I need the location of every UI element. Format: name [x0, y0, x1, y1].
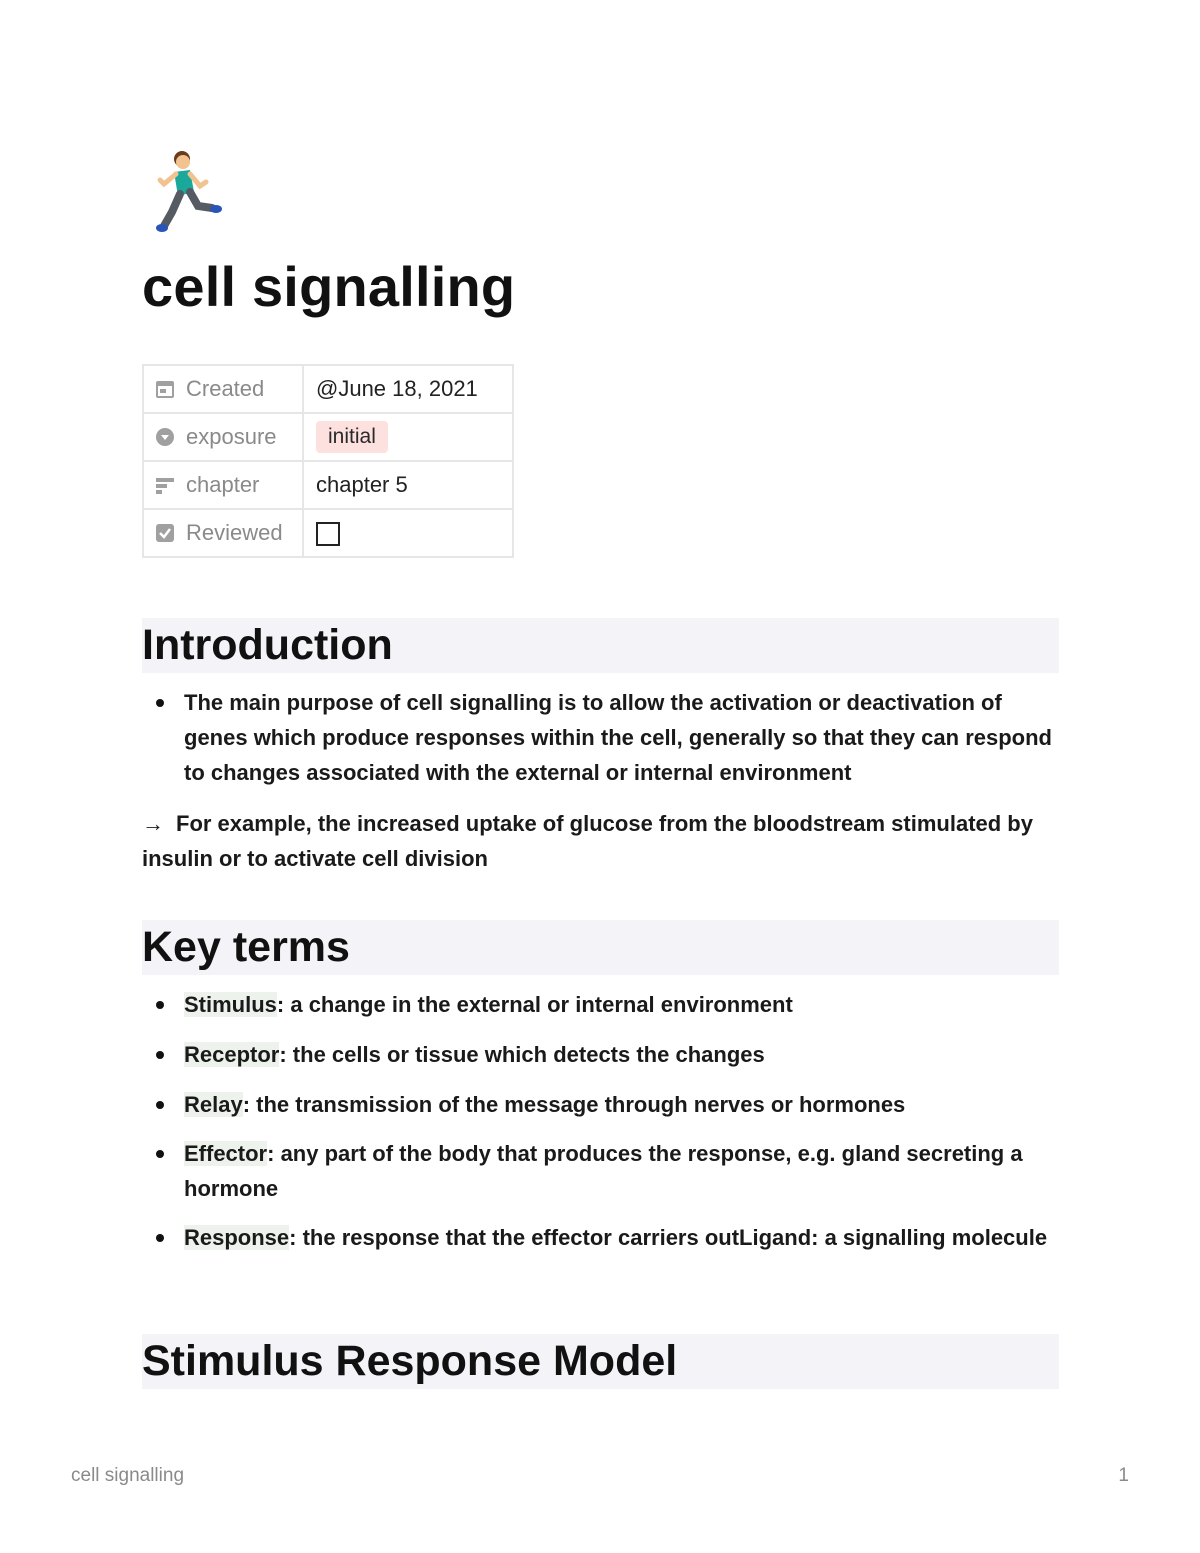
- list-item: The main purpose of cell signalling is to allow the activation or deactivation of genes which produce responses within the cell, generally so that they can respond to changes associated with the external or internal environment: [142, 685, 1062, 790]
- arrow-icon: →: [142, 811, 164, 836]
- term-label: Effector: [184, 1141, 268, 1166]
- term-definition: : the transmission of the message through nerves or hormones: [242, 1092, 906, 1117]
- property-label: chapter: [186, 472, 260, 497]
- term-definition: : a change in the external or internal environment: [276, 992, 793, 1017]
- property-row: [143, 509, 513, 557]
- list-item: [142, 1220, 1062, 1255]
- term-definition: : the response that the effector carriers outLigand: a signalling molecule: [289, 1225, 1048, 1250]
- introduction-list: [142, 685, 1062, 790]
- property-name-cell: [143, 461, 303, 509]
- checkbox-icon: [154, 522, 176, 544]
- section-heading-introduction: Introduction: [142, 618, 1059, 673]
- select-circle-icon: [154, 426, 176, 448]
- example-text: For example, the increased uptake of glucose from the bloodstream stimulated by insulin or to activate cell division: [142, 811, 1033, 871]
- property-row: [143, 365, 513, 413]
- page-title: cell signalling: [142, 255, 516, 318]
- term-label: Receptor: [184, 1042, 280, 1067]
- property-row: [143, 413, 513, 461]
- list-item: [142, 987, 1062, 1022]
- properties-table: [142, 364, 514, 558]
- list-item: [142, 1037, 1062, 1072]
- property-label: Created: [186, 376, 265, 401]
- property-label: exposure: [186, 424, 277, 449]
- section-heading-key-terms: Key terms: [142, 920, 1059, 975]
- exposure-value-cell: [303, 413, 513, 461]
- term-label: Stimulus: [184, 992, 277, 1017]
- property-name-cell: [143, 365, 303, 413]
- property-label: Reviewed: [186, 520, 283, 545]
- property-name-cell: [143, 509, 303, 557]
- example-paragraph: [142, 806, 1042, 876]
- reviewed-checkbox[interactable]: [316, 522, 340, 546]
- exposure-tag[interactable]: initial: [316, 421, 388, 453]
- term-label: Relay: [184, 1092, 243, 1117]
- section-heading-stimulus-response-model: Stimulus Response Model: [142, 1334, 1059, 1389]
- chapter-value[interactable]: chapter 5: [303, 461, 513, 509]
- list-item: [142, 1087, 1062, 1122]
- term-definition: : any part of the body that produces the response, e.g. gland secreting a hormone: [184, 1141, 1023, 1201]
- text-lines-icon: [154, 474, 176, 496]
- term-label: Response: [184, 1225, 290, 1250]
- calendar-icon: [154, 378, 176, 400]
- runner-emoji-icon: [152, 150, 224, 234]
- key-terms-list: [142, 987, 1062, 1255]
- term-definition: : the cells or tissue which detects the changes: [279, 1042, 765, 1067]
- reviewed-value-cell: [303, 509, 513, 557]
- list-item: [142, 1136, 1062, 1206]
- property-name-cell: [143, 413, 303, 461]
- created-date-value[interactable]: @June 18, 2021: [303, 365, 513, 413]
- page-number: 1: [1118, 1465, 1129, 1486]
- property-row: [143, 461, 513, 509]
- footer-title: cell signalling: [71, 1465, 185, 1486]
